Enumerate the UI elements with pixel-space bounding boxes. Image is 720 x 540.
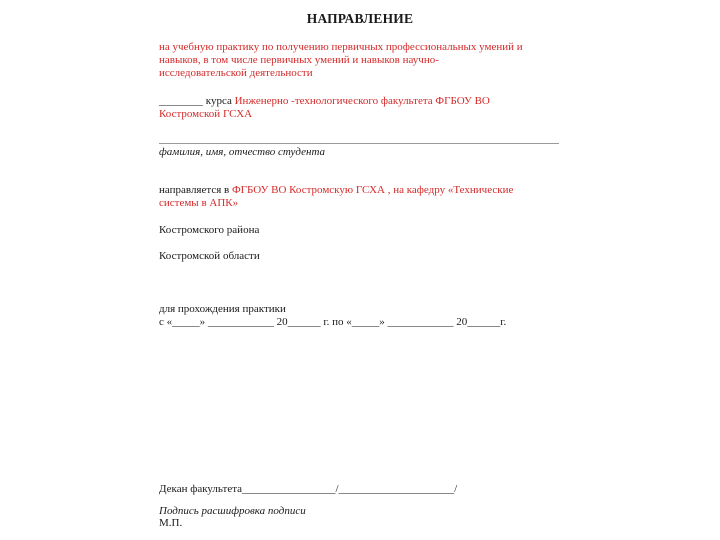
document-title: НАПРАВЛЕНИЕ bbox=[306, 11, 414, 26]
sent-organization: ФГБОУ ВО Костромскую ГСХА , на кафедру «Технические bbox=[231, 184, 514, 196]
purpose-line-3: исследовательской деятельности bbox=[159, 67, 313, 79]
sent-department: системы в АПК» bbox=[159, 197, 239, 209]
faculty-name: Инженерно -технологического факультета ФГБОУ ВО bbox=[234, 95, 490, 107]
purpose-line-2: навыков, в том числе первичных умений и навыков научно- bbox=[159, 54, 439, 66]
course-line bbox=[159, 95, 490, 109]
dean-signature-line: Декан факультета_________________/_____________________/ bbox=[159, 483, 458, 495]
course-blank: ________ bbox=[159, 95, 203, 107]
signature-caption: Подпись расшифровка подписи bbox=[159, 505, 306, 517]
sent-line bbox=[159, 184, 513, 198]
district-text: Костромского района bbox=[159, 224, 260, 236]
region-text: Костромской области bbox=[159, 250, 260, 262]
purpose-line-1: на учебную практику по получению первичных профессиональных умений и bbox=[159, 41, 523, 53]
faculty-name-cont: Костромской ГСХА bbox=[159, 108, 253, 120]
fio-caption: фамилия, имя, отчество студента bbox=[159, 146, 326, 158]
sent-prefix: направляется в bbox=[159, 184, 232, 196]
practice-text: для прохождения практики bbox=[159, 303, 286, 315]
stamp-place: М.П. bbox=[159, 517, 183, 529]
course-word: курса bbox=[203, 95, 235, 107]
fio-underline bbox=[159, 143, 559, 144]
practice-dates: с «_____» ____________ 20______ г. по «_____» ____________ 20______г. bbox=[159, 316, 507, 328]
